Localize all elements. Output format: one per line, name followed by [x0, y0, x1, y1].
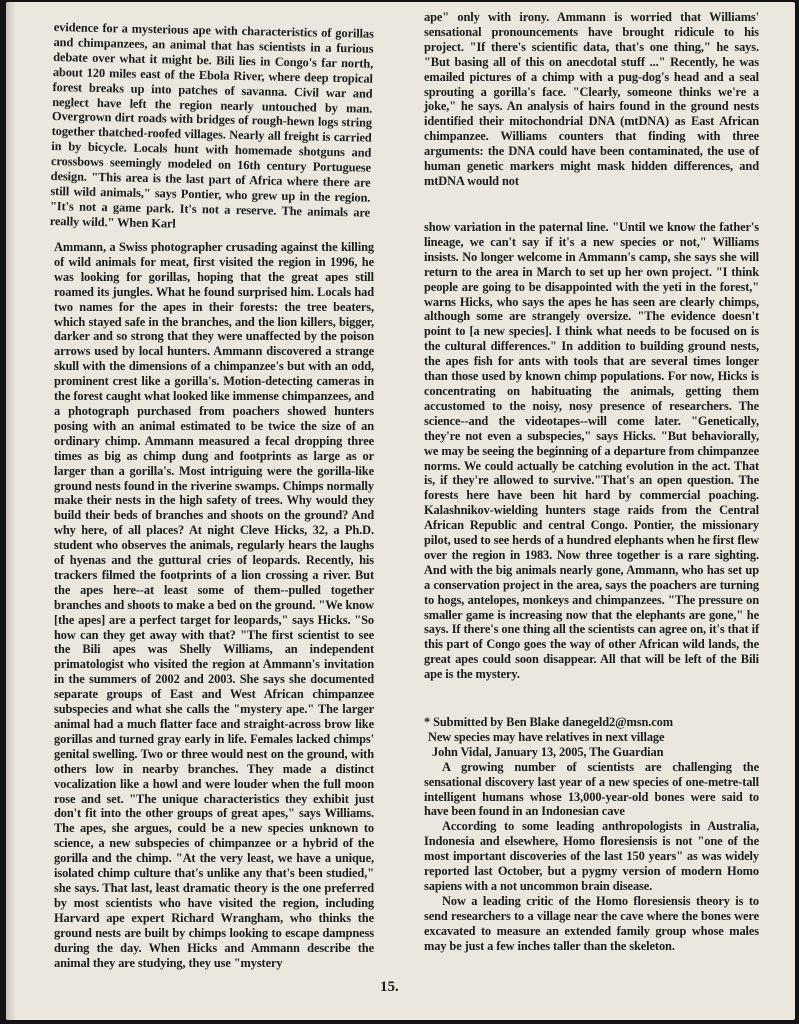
article-paragraph: show variation in the paternal line. "Until we know the father's lineage, we can't say if it's a new species or not," Williams insists. No longer welcome in Ammann's camp, she says she will return to the area in March to set up her own project. "I think people are going to be disappointed with the yeti in the forest," warns Hicks, who says the apes he has seen are clearly chimps, although some are strangely oversize. "The evidence doesn't point to [a new species]. I think what needs to be focused on is the cultural differences." In addition to building ground nests, the apes fish for ants with tools that are several times longer than those used by known chimp populations. For now, Hicks is concentrating on habituating the animals, getting them accustomed to the noisy, nosy presence of researchers. The science--and the videotapes--will come later. "Genetically, they're not even a subspecies," says Hicks. "But behaviorally, we may be seeing the beginning of a departure from chimpanzee norms. We could actually be catching evolution in the act. That is, if they're allowed to survive."That's an open question. The forests here have been hit hard by commercial poaching. Kalashnikov-wielding hunters stage raids from the Central African Republic and central Congo. Pontier, the missionary pilot, used to see herds of a hundred elephants when he first flew over the region in 1983. Now three together is a rare sighting. And with the big animals nearly gone, Ammann, who has set up a conservation project in the area, says the poachers are turning to hogs, antelopes, monkeys and chimpanzees. "The pressure on smaller game is increasing now that the elephants are gone," he says. If there's one thing all the scientists can agree on, it's that if this part of Congo goes the way of other African wild lands, the great apes could soon disappear. All that will be left of the Bili ape is the mystery.: [424, 220, 759, 682]
submitted-article: [424, 715, 759, 954]
page-number: 15.: [380, 979, 399, 995]
submitted-by: * Submitted by Ben Blake danegeld2@msn.com: [424, 715, 673, 729]
article-paragraph: Now a leading critic of the Homo floresiensis theory is to send researchers to a village near the cave where the bones were excavated to measure an extended family group whose males may be just a few inches taller than the skeleton.: [424, 893, 759, 953]
right-column-main: [424, 220, 759, 682]
article-paragraph: evidence for a mysterious ape with characteristics of gorillas and chimpanzees, an animal that has scientists in a furious debate over what it might be. Bili lies in Congo's far north, about 120 miles east of the Ebola River, where deep tropical forest breaks up into patches of savanna. Civil war and neglect have left the region nearly untouched by man. Overgrown dirt roads with bridges of rough-hewn logs string together thatched-roofed villages. Nearly all freight is carried in by bicycle. Locals hunt with homemade shotguns and crossbows seemingly modeled on 16th century Portuguese design. "This area is the last part of Africa where there are still wild animals," says Pontier, who grew up in the region. "It's not a game park. It's not a reserve. The animals are really wild." When Karl: [49, 20, 374, 231]
article-paragraph: Ammann, a Swiss photographer crusading against the killing of wild animals for meat, first visited the region in 1996, he was looking for gorillas, hoping that the great apes still roamed its jungles. What he found surprised him. Locals had two names for the apes in their forests: the tree beaters, which stayed safe in the branches, and the lion killers, bigger, darker and so strong that they were unaffected by the poison arrows used by local hunters. Ammann discovered a strange skull with the dimensions of a chimpanzee's but with an odd, prominent crest like a gorilla's. Motion-detecting cameras in the forest caught what looked like immense chimpanzees, and a photograph purchased from poachers showed hunters posing with an animal estimated to be twice the size of an ordinary chimp. Ammann measured a fecal dropping three times as big as chimp dung and footprints as large as or larger than a gorilla's. Most intriguing were the gorilla-like ground nests found in the riverine swamps. Chimps normally make their nests in the high safety of trees. Why would they build their beds of branches and shoots on the ground? And why here, of all places? At night Cleve Hicks, 32, a Ph.D. student who observes the animals, regularly hears the laughs of hyenas and the guttural cries of leopards. Recently, his trackers filmed the footprints of a lion crossing a river. But the apes here--at least some of them--pulled together branches and shoots to make a bed on the ground. "We know [the apes] are a perfect target for leopards," says Hicks. "So how can they get away with that? "The first scientist to see the Bili apes was Shelly Williams, an independent primatologist who visited the region at Ammann's invitation in the summers of 2002 and 2003. She says she documented separate groups of East and West African chimpanzee subspecies and what she calls the "mystery ape." The larger animal had a much flatter face and straight-across brow like gorillas and turned gray early in life. Females lacked chimps' genital swelling. Two or three would nest on the ground, with others low in nearby branches. They made a distinct vocalization like a howl and were louder when the full moon rose and set. "The unique characteristics they exhibit just don't fit into the other groups of great apes," says Williams. The apes, she argues, could be a new species unknown to science, a new subspecies of chimpanzee or a hybrid of the gorilla and the chimp. "At the very least, we have a unique, isolated chimp culture that's unlike any that's been studied," she says. That last, least dramatic theory is the one preferred by most scientists who have visited the region, including Harvard ape expert Richard Wrangham, who thinks the ground nests are built by chimps looking to escape dampness during the day. When Hicks and Ammann describe the animal they are studying, they use "mystery: [54, 240, 374, 970]
left-column-main: [54, 240, 374, 970]
article-paragraph: According to some leading anthropologists in Australia, Indonesia and elsewhere, Homo floresiensis is not "one of the most important discoveries of the last 150 years" as was widely reported last October, but a pygmy version of modern Homo sapiens with a not uncommon brain disease.: [424, 819, 759, 893]
article-paragraph: A growing number of scientists are challenging the sensational discovery last year of a new species of one-metre-tall intelligent humans whose 13,000-year-old bones were said to have been found in an Indonesian cave: [424, 759, 759, 819]
article-paragraph: ape" only with irony. Ammann is worried that Williams' sensational pronouncements have brought ridicule to his project. "If there's scientific data, that's one thing," he says. "But basing all of this on anecdotal stuff ..." Recently, he was emailed pictures of a chimp with a pug-dog's head and a seal sprouting a gorilla's face. "Clearly, someone thinks we're a joke," he says. An analysis of hairs found in the ground nests identified their mitochondrial DNA (mtDNA) as East African chimpanzee. Williams counters that finding with three arguments: the DNA could have been contaminated, the use of human genetic markers might mask hidden differences, and mtDNA would not: [424, 10, 759, 188]
right-column-top: [424, 10, 759, 189]
article-headline: New species may have relatives in next village: [428, 729, 665, 744]
left-column-top: [50, 20, 374, 235]
page-spine-shadow: [6, 2, 16, 1020]
article-byline: John Vidal, January 13, 2005, The Guardian: [432, 744, 664, 759]
magazine-page: [6, 2, 795, 1020]
